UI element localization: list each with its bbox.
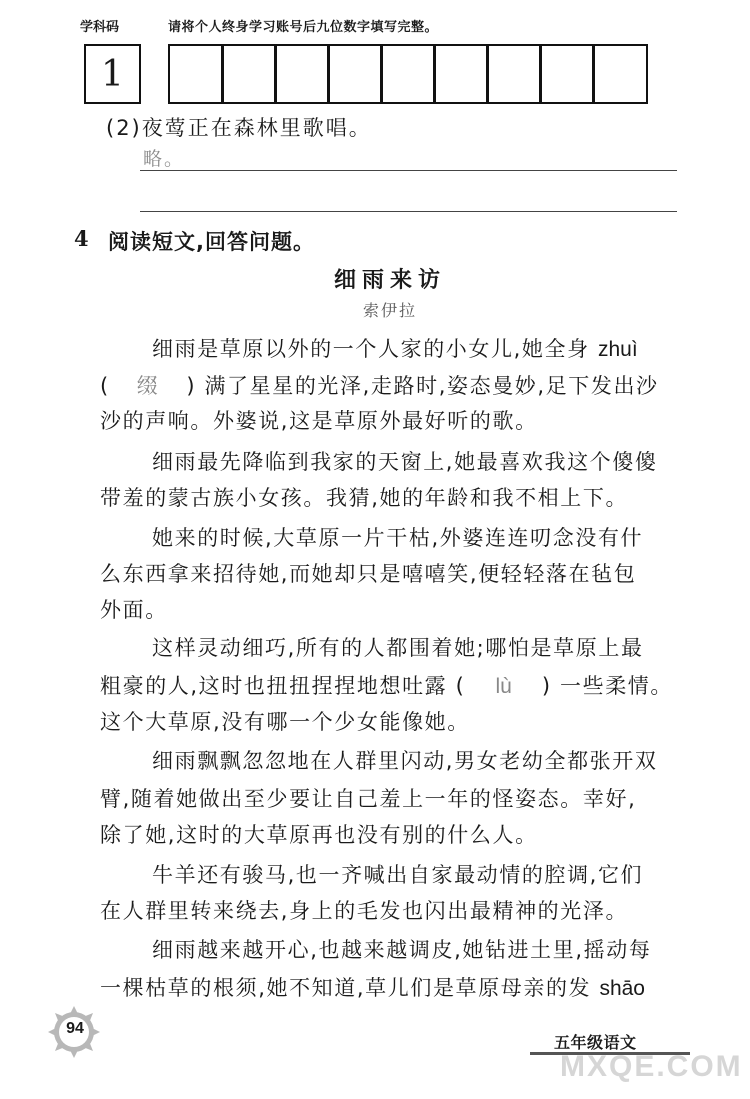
blank-close: ) [541, 674, 552, 698]
passage-line: 在人群里转来绕去,身上的毛发也闪出最精神的光泽。 [100, 899, 629, 923]
digit-box[interactable] [380, 44, 436, 104]
passage-line: 一棵枯草的根须,她不知道,草儿们是草原母亲的发 shāo [100, 976, 645, 1000]
digit-box[interactable] [539, 44, 595, 104]
digit-box[interactable] [274, 44, 330, 104]
digit-box[interactable] [168, 44, 224, 104]
question-3-2: (2)夜莺正在森林里歌唱。 [106, 116, 372, 140]
passage-title: 细雨来访 [333, 268, 446, 293]
passage-line: 细雨最先降临到我家的天窗上,她最喜欢我这个傻傻 [152, 450, 658, 474]
digit-box[interactable] [221, 44, 277, 104]
passage-line: 细雨越来越开心,也越来越调皮,她钻进土里,摇动每 [152, 938, 652, 962]
passage-line: 么东西拿来招待她,而她却只是嘻嘻笑,便轻轻落在毡包 [100, 562, 637, 586]
passage-line: 外面。 [100, 598, 168, 622]
answer-line [140, 211, 677, 212]
passage-line: 粗豪的人,这时也扭扭捏捏地想吐露 ( lù ) 一些柔情。 [100, 674, 673, 698]
digit-box[interactable] [486, 44, 542, 104]
passage-line: 细雨是草原以外的一个人家的小女儿,她全身 zhuì [152, 337, 638, 361]
subject-label: 五年级语文 [554, 1033, 637, 1052]
answer-line [140, 170, 677, 171]
pinyin-hint: zhuì [597, 338, 638, 361]
passage-line: ( 缀 ) 满了星星的光泽,走路时,姿态曼妙,足下发出沙 [100, 370, 680, 400]
pinyin-hint: shāo [599, 977, 645, 1000]
digit-box[interactable] [592, 44, 648, 104]
passage-line: 沙的声响。外婆说,这是草原外最好听的歌。 [100, 409, 538, 433]
passage-line: 细雨飘飘忽忽地在人群里闪动,男女老幼全都张开双 [152, 749, 658, 773]
passage-line: 除了她,这时的大草原再也没有别的什么人。 [100, 823, 538, 847]
blank-open: ( [100, 374, 110, 398]
passage-line: 臂,随着她做出至少要让自己羞上一年的怪姿态。幸好, [100, 787, 637, 811]
subject-code-box: 1 [84, 44, 141, 104]
account-digit-boxes [168, 44, 645, 104]
watermark: MXQE.COM [560, 1050, 743, 1083]
page-number: 94 [66, 1020, 84, 1037]
passage-author: 索伊拉 [362, 301, 417, 320]
answer-text: 略。 [143, 148, 186, 170]
blank-answer[interactable]: 缀 [136, 374, 160, 398]
blank-open: ( [455, 674, 466, 698]
account-hint: 请将个人终身学习账号后九位数字填写完整。 [168, 20, 439, 35]
digit-box[interactable] [327, 44, 383, 104]
passage-line: 这样灵动细巧,所有的人都围着她;哪怕是草原上最 [152, 636, 644, 660]
question-number: 4 [74, 226, 89, 251]
digit-box[interactable] [433, 44, 489, 104]
question-prompt: 阅读短文,回答问题。 [108, 230, 315, 254]
blank-close: ) [186, 374, 197, 398]
subject-code-label: 学科码 [80, 20, 120, 35]
passage-line: 这个大草原,没有哪一个少女能像她。 [100, 710, 470, 734]
blank-answer[interactable]: lù [495, 675, 512, 698]
passage-line: 牛羊还有骏马,也一齐喊出自家最动情的腔调,它们 [152, 863, 644, 887]
passage-line: 她来的时候,大草原一片干枯,外婆连连叨念没有什 [152, 526, 644, 550]
passage-line: 带羞的蒙古族小女孩。我猜,她的年龄和我不相上下。 [100, 486, 629, 510]
